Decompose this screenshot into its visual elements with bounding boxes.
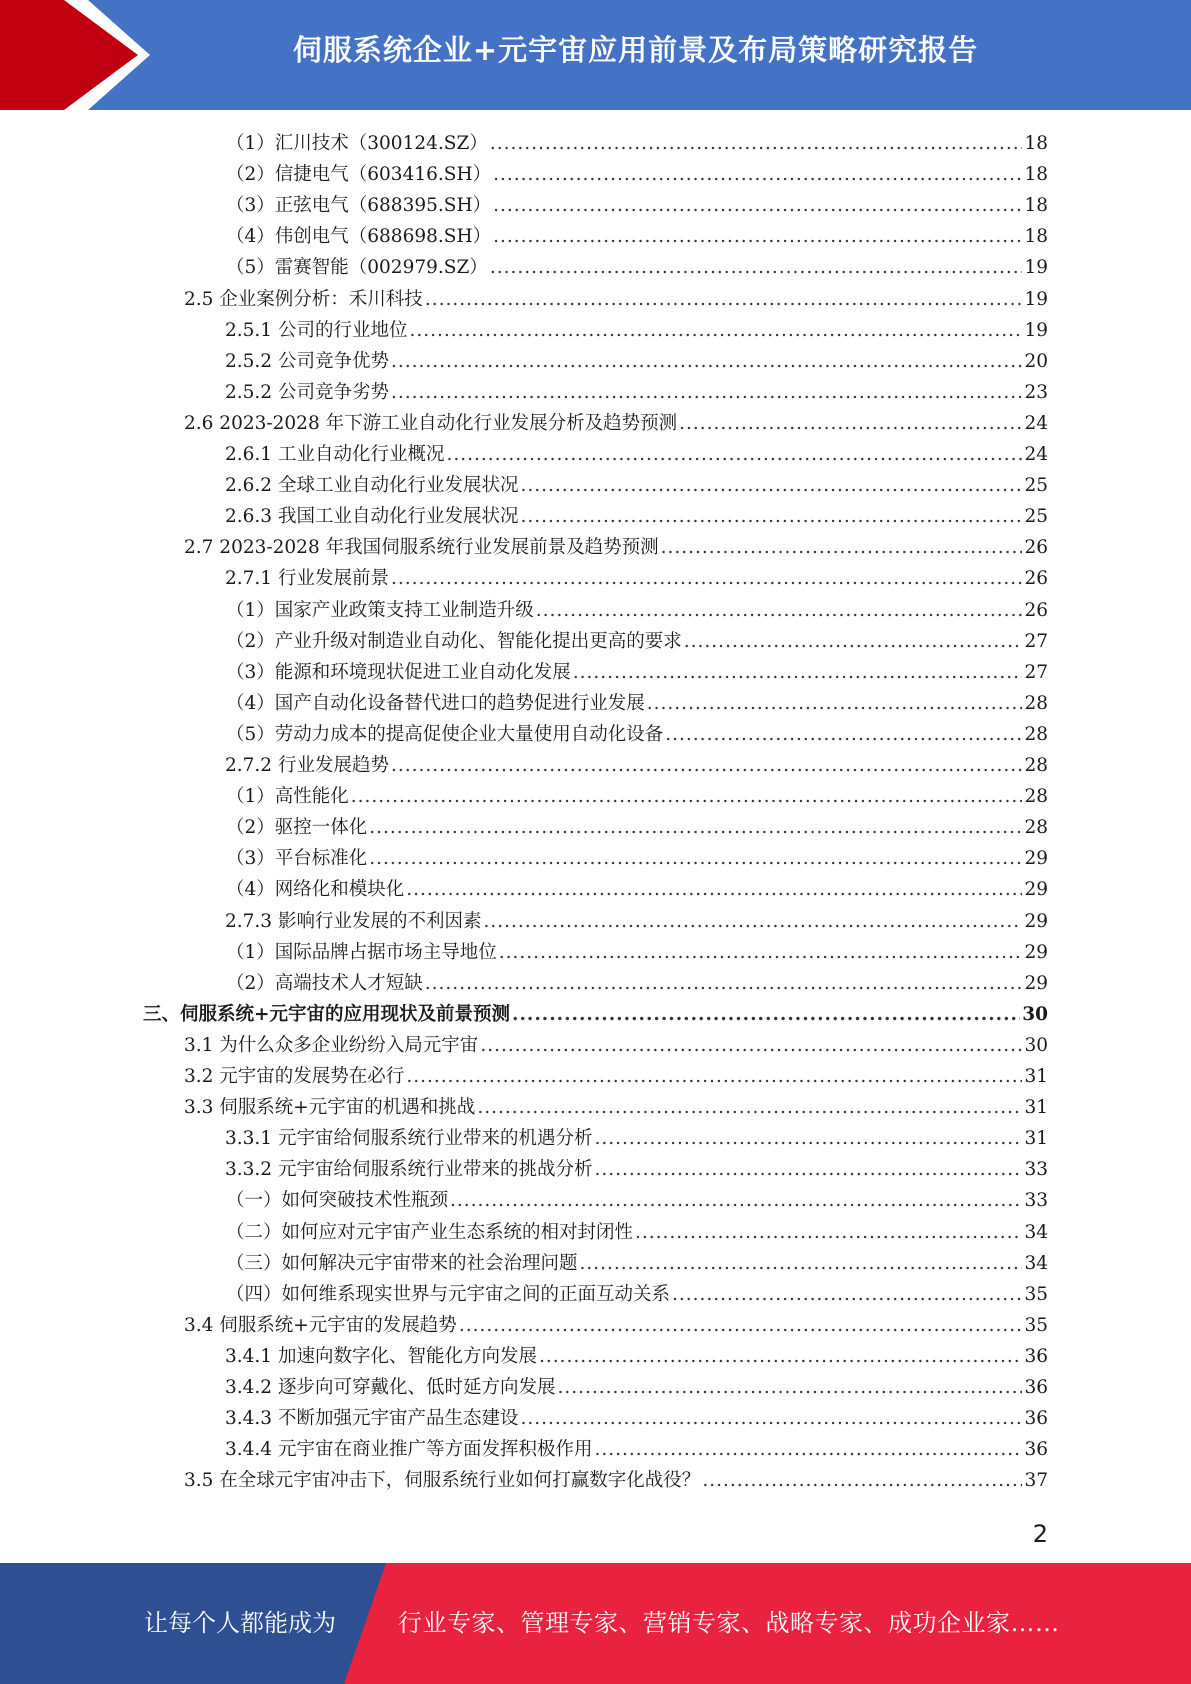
toc-entry[interactable] xyxy=(226,1279,1048,1310)
toc-leader-dots xyxy=(477,1092,1022,1123)
toc-leader-dots xyxy=(493,159,1022,190)
toc-entry[interactable] xyxy=(226,221,1048,252)
toc-entry-page: 31 xyxy=(1024,1097,1048,1119)
toc-entry-page: 29 xyxy=(1024,910,1048,932)
toc-entry-label: （3）能源和环境现状促进工业自动化发展 xyxy=(226,661,571,683)
toc-entry-label: 2.5.2 公司竞争劣势 xyxy=(225,381,389,403)
toc-leader-dots xyxy=(351,781,1023,812)
toc-entry-page: 24 xyxy=(1024,412,1048,434)
toc-entry-label: （三）如何解决元宇宙带来的社会治理问题 xyxy=(226,1252,578,1274)
toc-entry-page: 29 xyxy=(1024,972,1048,994)
toc-entry-page: 36 xyxy=(1024,1377,1048,1398)
toc-leader-dots xyxy=(672,1279,1022,1310)
toc-entry-page: 25 xyxy=(1024,475,1048,497)
toc-leader-dots xyxy=(493,190,1022,221)
toc-entry[interactable] xyxy=(226,252,1048,283)
toc-entry-label: （4）网络化和模块化 xyxy=(226,879,405,901)
toc-entry-label: （2）高端技术人才短缺 xyxy=(226,972,423,994)
toc-entry-page: 28 xyxy=(1024,817,1048,839)
toc-entry[interactable] xyxy=(226,812,1048,843)
toc-entry-page: 27 xyxy=(1024,630,1048,652)
toc-entry[interactable] xyxy=(226,626,1048,657)
toc-entry[interactable] xyxy=(226,968,1048,999)
toc-entry-page: 19 xyxy=(1024,257,1048,279)
toc-entry[interactable] xyxy=(225,1154,1048,1185)
toc-entry[interactable] xyxy=(184,532,1048,563)
toc-entry-page: 34 xyxy=(1024,1221,1048,1243)
toc-entry-page: 29 xyxy=(1024,848,1048,870)
toc-entry-page: 25 xyxy=(1024,506,1048,528)
toc-entry[interactable] xyxy=(225,439,1048,470)
footer-slogan-left: 让每个人都能成为 xyxy=(144,1609,336,1637)
toc-entry-label: （4）国产自动化设备替代进口的趋势促进行业发展 xyxy=(226,692,645,714)
toc-entry-page: 20 xyxy=(1024,350,1048,372)
toc-leader-dots xyxy=(594,1434,1022,1465)
toc-entry[interactable] xyxy=(226,874,1048,905)
toc-entry-label: （2）信捷电气（603416.SH） xyxy=(226,164,492,186)
toc-leader-dots xyxy=(406,1061,1022,1092)
toc-entry[interactable] xyxy=(225,315,1048,346)
toc-entry-label: 三、伺服系统+元宇宙的应用现状及前景预测 xyxy=(143,1003,511,1025)
toc-entry[interactable] xyxy=(225,563,1048,594)
toc-entry-page: 18 xyxy=(1024,226,1048,248)
toc-entry-label: 3.5 在全球元宇宙冲击下，伺服系统行业如何打赢数字化战役？ xyxy=(184,1470,701,1492)
toc-entry-page: 18 xyxy=(1024,164,1048,186)
toc-leader-dots xyxy=(391,563,1022,594)
toc-leader-dots xyxy=(679,408,1022,439)
toc-entry[interactable] xyxy=(226,937,1048,968)
toc-leader-dots xyxy=(557,1372,1022,1403)
toc-entry-page: 31 xyxy=(1024,1066,1048,1087)
toc-entry-label: 2.5 企业案例分析：禾川科技 xyxy=(184,288,423,310)
toc-entry-page: 35 xyxy=(1024,1283,1048,1305)
toc-entry-label: 3.4.3 不断加强元宇宙产品生态建设 xyxy=(225,1408,519,1430)
toc-entry-page: 36 xyxy=(1024,1408,1048,1430)
toc-leader-dots xyxy=(483,906,1022,937)
toc-leader-dots xyxy=(594,1123,1022,1154)
toc-entry-label: 3.4.4 元宇宙在商业推广等方面发挥积极作用 xyxy=(225,1439,593,1461)
toc-entry-label: （二）如何应对元宇宙产业生态系统的相对封闭性 xyxy=(226,1221,634,1243)
toc-entry-label: （1）高性能化 xyxy=(226,786,349,808)
toc-entry-label: 2.7 2023-2028 年我国伺服系统行业发展前景及趋势预测 xyxy=(184,537,659,559)
toc-entry[interactable] xyxy=(225,470,1048,501)
toc-leader-dots xyxy=(480,1030,1022,1061)
toc-entry-page: 26 xyxy=(1024,537,1048,559)
toc-entry-label: （1）国家产业政策支持工业制造升级 xyxy=(226,599,534,621)
toc-entry-label: 2.6.1 工业自动化行业概况 xyxy=(225,444,445,465)
toc-entry-page: 28 xyxy=(1024,755,1048,776)
toc-entry-page: 36 xyxy=(1024,1345,1048,1367)
toc-entry-label: 2.7.3 影响行业发展的不利因素 xyxy=(225,910,482,932)
toc-entry-label: （一）如何突破技术性瓶颈 xyxy=(226,1190,449,1212)
toc-entry[interactable] xyxy=(225,501,1048,532)
toc-entry-page: 29 xyxy=(1024,879,1048,901)
toc-entry[interactable] xyxy=(225,1434,1048,1465)
toc-leader-dots xyxy=(490,128,1023,159)
toc-leader-dots xyxy=(406,874,1022,905)
toc-entry-page: 33 xyxy=(1024,1190,1048,1212)
toc-leader-dots xyxy=(425,284,1023,315)
toc-entry[interactable] xyxy=(225,750,1048,781)
toc-entry-label: 2.7.1 行业发展前景 xyxy=(225,568,389,590)
toc-entry[interactable] xyxy=(226,1217,1048,1248)
toc-entry-page: 30 xyxy=(1022,1003,1048,1025)
toc-entry-page: 35 xyxy=(1024,1314,1048,1336)
toc-entry-page: 31 xyxy=(1024,1128,1048,1150)
toc-entry[interactable] xyxy=(225,377,1048,408)
toc-entry-page: 24 xyxy=(1024,444,1048,465)
toc-entry[interactable] xyxy=(143,999,1048,1030)
toc-leader-dots xyxy=(459,1310,1023,1341)
toc-entry-page: 34 xyxy=(1024,1252,1048,1274)
toc-leader-dots xyxy=(499,937,1023,968)
toc-entry-label: （1）国际品牌占据市场主导地位 xyxy=(226,941,497,963)
toc-entry-label: 2.6 2023-2028 年下游工业自动化行业发展分析及趋势预测 xyxy=(184,412,678,434)
report-title: 伺服系统企业+元宇宙应用前景及布局策略研究报告 xyxy=(292,33,979,67)
toc-leader-dots xyxy=(391,377,1022,408)
toc-entry-page: 23 xyxy=(1024,381,1048,403)
toc-entry[interactable] xyxy=(184,284,1048,315)
toc-entry[interactable] xyxy=(226,719,1048,750)
toc-entry-label: （2）产业升级对制造业自动化、智能化提出更高的要求 xyxy=(226,630,682,652)
toc-entry-label: 2.6.3 我国工业自动化行业发展状况 xyxy=(225,506,519,528)
toc-entry-label: 2.7.2 行业发展趋势 xyxy=(225,755,389,776)
toc-entry[interactable] xyxy=(226,128,1048,159)
toc-entry-label: 3.3.1 元宇宙给伺服系统行业带来的机遇分析 xyxy=(225,1128,593,1150)
toc-entry-label: （5）雷赛智能（002979.SZ） xyxy=(226,257,488,279)
toc-entry-page: 26 xyxy=(1024,568,1048,590)
toc-entry[interactable] xyxy=(225,1403,1048,1434)
toc-entry[interactable] xyxy=(184,1092,1048,1123)
toc-entry[interactable] xyxy=(226,190,1048,221)
toc-entry-label: （2）驱控一体化 xyxy=(226,817,368,839)
toc-entry-label: 2.6.2 全球工业自动化行业发展状况 xyxy=(225,475,519,497)
toc-leader-dots xyxy=(409,315,1022,346)
toc-entry-page: 28 xyxy=(1024,692,1048,714)
toc-leader-dots xyxy=(520,1403,1022,1434)
toc-leader-dots xyxy=(520,470,1022,501)
toc-entry-label: （5）劳动力成本的提高促使企业大量使用自动化设备 xyxy=(226,723,664,745)
toc-entry[interactable] xyxy=(225,906,1048,937)
toc-entry[interactable] xyxy=(184,1310,1048,1341)
toc-entry-page: 18 xyxy=(1024,195,1048,217)
header-red-arrow xyxy=(0,0,138,110)
page-footer xyxy=(0,1563,1191,1684)
toc-entry-page: 26 xyxy=(1024,599,1048,621)
toc-leader-dots xyxy=(490,252,1023,283)
toc-entry[interactable] xyxy=(184,1465,1048,1496)
toc-entry-page: 27 xyxy=(1024,661,1048,683)
toc-entry-label: 3.4 伺服系统+元宇宙的发展趋势 xyxy=(184,1314,457,1336)
toc-entry[interactable] xyxy=(225,1123,1048,1154)
toc-leader-dots xyxy=(647,688,1023,719)
toc-leader-dots xyxy=(684,626,1023,657)
toc-entry-page: 30 xyxy=(1024,1034,1048,1056)
toc-entry[interactable] xyxy=(226,657,1048,688)
toc-entry-label: 2.5.2 公司竞争优势 xyxy=(225,350,389,372)
toc-entry[interactable] xyxy=(225,346,1048,377)
page-number: 2 xyxy=(1032,1520,1048,1548)
toc-entry[interactable] xyxy=(226,781,1048,812)
toc-entry-label: 3.3 伺服系统+元宇宙的机遇和挑战 xyxy=(184,1097,476,1119)
toc-leader-dots xyxy=(665,719,1022,750)
toc-leader-dots xyxy=(573,657,1023,688)
toc-entry-page: 37 xyxy=(1024,1470,1048,1492)
toc-leader-dots xyxy=(536,595,1023,626)
toc-leader-dots xyxy=(580,1248,1023,1279)
toc-entry[interactable] xyxy=(226,159,1048,190)
toc-entry[interactable] xyxy=(226,1248,1048,1279)
toc-entry-label: （1）汇川技术（300124.SZ） xyxy=(226,133,488,154)
toc-leader-dots xyxy=(512,999,1020,1030)
toc-entry-page: 28 xyxy=(1024,786,1048,808)
toc-leader-dots xyxy=(702,1465,1022,1496)
toc-leader-dots xyxy=(635,1217,1022,1248)
toc-entry-page: 19 xyxy=(1024,288,1048,310)
toc-entry-page: 33 xyxy=(1024,1159,1048,1181)
toc-entry[interactable] xyxy=(226,1185,1048,1216)
toc-entry-label: （3）平台标准化 xyxy=(226,848,368,870)
toc-entry-label: 3.4.1 加速向数字化、智能化方向发展 xyxy=(225,1345,537,1367)
toc-entry[interactable] xyxy=(225,1372,1048,1403)
toc-entry[interactable] xyxy=(226,843,1048,874)
toc-leader-dots xyxy=(369,843,1022,874)
toc-leader-dots xyxy=(391,346,1022,377)
toc-leader-dots xyxy=(369,812,1022,843)
toc-entry-label: 2.5.1 公司的行业地位 xyxy=(225,319,408,341)
toc-leader-dots xyxy=(539,1341,1022,1372)
footer-slogan-right: 行业专家、管理专家、营销专家、战略专家、成功企业家…… xyxy=(398,1609,1060,1637)
toc-entry[interactable] xyxy=(184,1030,1048,1061)
toc-entry-label: 3.4.2 逐步向可穿戴化、低时延方向发展 xyxy=(225,1377,556,1398)
page-header xyxy=(0,0,1191,110)
toc-entry-label: （4）伟创电气（688698.SH） xyxy=(226,226,492,248)
toc-entry-label: （3）正弦电气（688395.SH） xyxy=(226,195,492,217)
toc-leader-dots xyxy=(425,968,1023,999)
toc-entry[interactable] xyxy=(226,595,1048,626)
toc-entry-label: 3.3.2 元宇宙给伺服系统行业带来的挑战分析 xyxy=(225,1159,593,1181)
toc-leader-dots xyxy=(450,1185,1022,1216)
toc-entry[interactable] xyxy=(225,1341,1048,1372)
toc-entry[interactable] xyxy=(226,688,1048,719)
toc-leader-dots xyxy=(391,750,1022,781)
toc-leader-dots xyxy=(446,439,1022,470)
toc-entry-page: 28 xyxy=(1024,723,1048,745)
toc-entry-label: 3.1 为什么众多企业纷纷入局元宇宙 xyxy=(184,1034,479,1056)
toc-entry-page: 36 xyxy=(1024,1439,1048,1461)
toc-entry[interactable] xyxy=(184,408,1048,439)
toc-leader-dots xyxy=(520,501,1022,532)
toc-entry[interactable] xyxy=(184,1061,1048,1092)
toc-leader-dots xyxy=(661,532,1023,563)
toc-entry-page: 29 xyxy=(1024,941,1048,963)
toc-leader-dots xyxy=(493,221,1022,252)
toc-entry-page: 19 xyxy=(1024,319,1048,341)
toc-leader-dots xyxy=(594,1154,1022,1185)
toc-entry-label: （四）如何维系现实世界与元宇宙之间的正面互动关系 xyxy=(226,1283,671,1305)
toc-entry-label: 3.2 元宇宙的发展势在必行 xyxy=(184,1066,405,1087)
toc-entry-page: 18 xyxy=(1024,133,1048,154)
